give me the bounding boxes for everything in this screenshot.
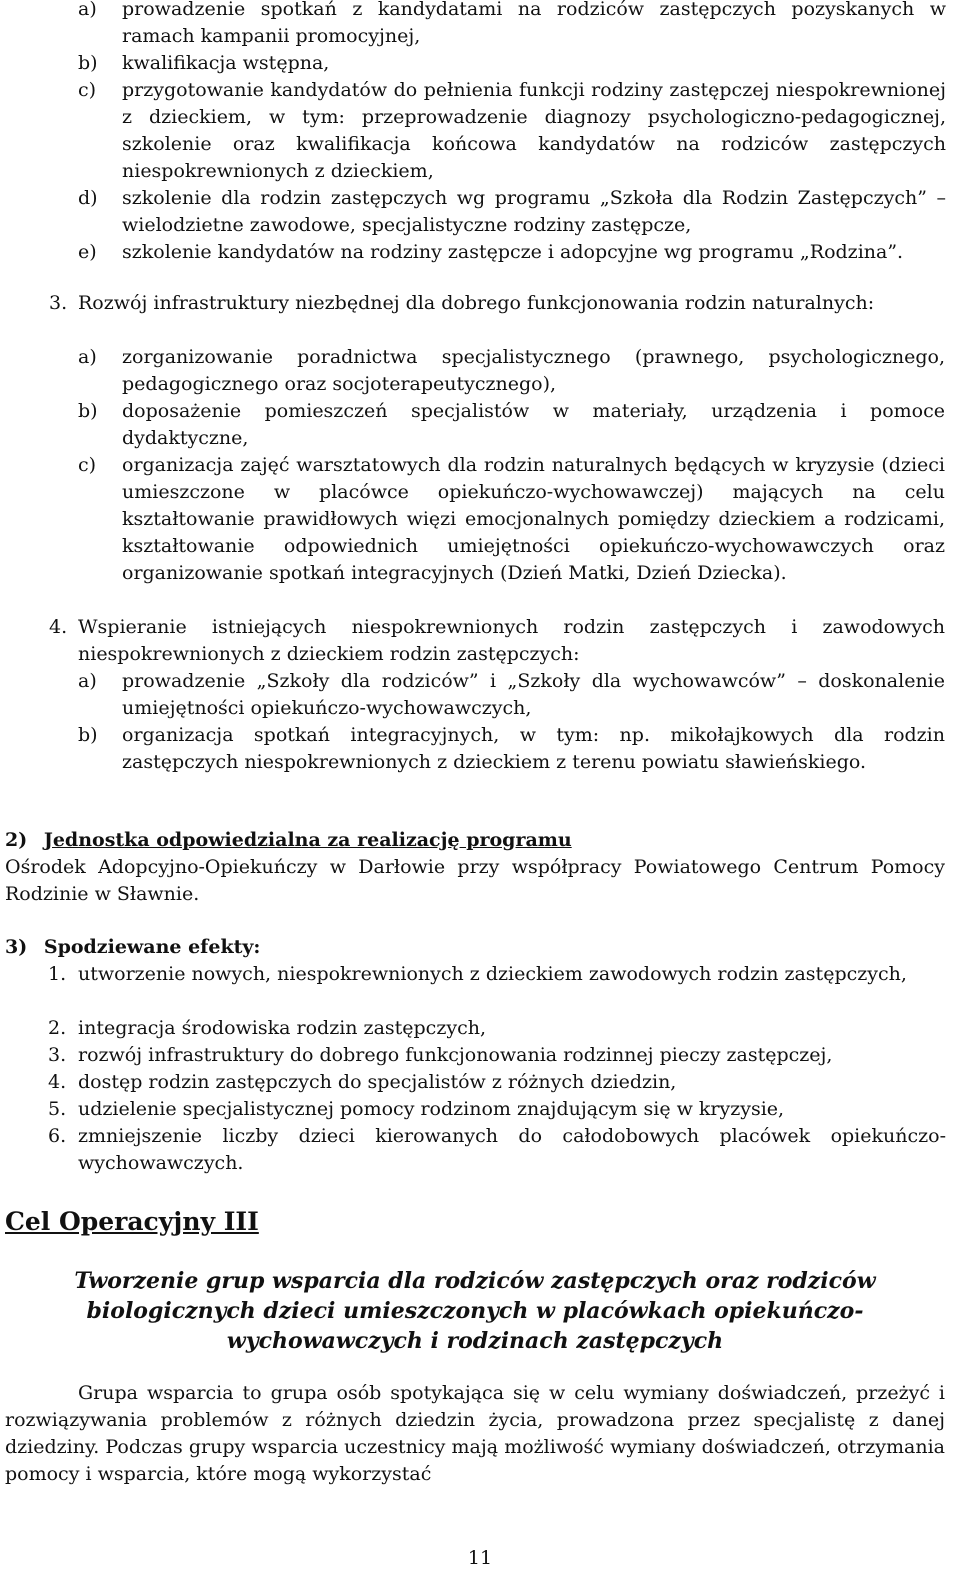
list-marker: 1. xyxy=(48,963,67,985)
list-item-text: utworzenie nowych, niespokrewnionych z dzieckiem zawodowych rodzin zastępczych, xyxy=(78,963,907,985)
list-item-text: doposażenie pomieszczeń specjalistów w materiały, urządzenia i pomoce dydaktyczne, xyxy=(122,400,945,449)
list-marker: 5. xyxy=(48,1098,67,1120)
page-number: 11 xyxy=(467,1547,493,1569)
section-heading-text: Jednostka odpowiedzialna za realizację programu xyxy=(43,829,572,851)
list-item xyxy=(78,668,945,722)
list-marker: b) xyxy=(78,724,98,746)
list-item xyxy=(78,344,945,398)
item-text: Wspieranie istniejących niespokrewnionych rodzin zastępczych i zawodowych niespokrewnionych z dzieckiem rodzin zastępczych: xyxy=(78,616,945,665)
item-number: 3. xyxy=(49,292,68,314)
list-marker: c) xyxy=(78,454,97,476)
list-marker: 3. xyxy=(48,1044,67,1066)
list-item xyxy=(48,961,946,1015)
list-item-text: szkolenie dla rodzin zastępczych wg programu „Szkoła dla Rodzin Zastępczych” – wielodzietne zawodowe, specjalistyczne rodziny zastępcze, xyxy=(122,187,946,236)
operational-goal-title: Tworzenie grup wsparcia dla rodziców zastępczych oraz rodziców biologicznych dzieci umieszczonych w placówkach opiekuńczo-wychowawczych i rodzinach zastępczych xyxy=(74,1268,876,1354)
list-marker: a) xyxy=(78,346,97,368)
list-item xyxy=(78,77,946,185)
list-item xyxy=(78,398,945,452)
list-marker: b) xyxy=(78,400,98,422)
list-item-text: organizacja spotkań integracyjnych, w tym: np. mikołajkowych dla rodzin zastępczych niespokrewnionych z dzieckiem z terenu powiatu sławieńskiego. xyxy=(122,724,945,773)
list-item xyxy=(78,50,946,77)
list-item-text: szkolenie kandydatów na rodziny zastępcze i adopcyjne wg programu „Rodzina”. xyxy=(122,241,904,263)
item-text: Rozwój infrastruktury niezbędnej dla dobrego funkcjonowania rodzin naturalnych: xyxy=(78,292,875,314)
section-heading-text: Spodziewane efekty: xyxy=(43,936,261,958)
section-number: 2) xyxy=(5,829,28,851)
list-item-text: rozwój infrastruktury do dobrego funkcjonowania rodzinnej pieczy zastępczej, xyxy=(78,1044,833,1066)
numbered-item-heading xyxy=(5,290,945,344)
numbered-item-heading xyxy=(5,614,945,668)
list-marker: c) xyxy=(78,79,97,101)
activities-list xyxy=(78,0,946,293)
list-item-text: kwalifikacja wstępna, xyxy=(122,52,330,74)
list-item xyxy=(78,239,946,293)
list-marker: a) xyxy=(78,670,97,692)
list-item-text: organizacja zajęć warsztatowych dla rodzin naturalnych będących w kryzysie (dzieci umieszczone w placówce opiekuńczo-wychowawczej) mających na celu kształtowanie prawidłowych więzi emocjonalnych pomiędzy dzieckiem a rodzicami, kształtowanie odpowiednich umiejętności opiekuńczo-wychowawczych oraz organizowanie spotkań integracyjnych (Dzień Matki, Dzień Dziecka). xyxy=(122,454,945,584)
list-item-text: prowadzenie „Szkoły dla rodziców” i „Szkoły dla wychowawców” – doskonalenie umiejętności opiekuńczo-wychowawczych, xyxy=(122,670,945,719)
list-item-text: zmniejszenie liczby dzieci kierowanych do całodobowych placówek opiekuńczo-wychowawczych. xyxy=(78,1125,946,1174)
list-item xyxy=(78,452,945,614)
list-marker: 4. xyxy=(48,1071,67,1093)
list-item xyxy=(78,0,946,50)
list-item xyxy=(48,1042,946,1069)
list-item-text: udzielenie specjalistycznej pomocy rodzinom znajdującym się w kryzysie, xyxy=(78,1098,785,1120)
list-item-text: przygotowanie kandydatów do pełnienia funkcji rodziny zastępczej niespokrewnionej z dzieckiem, w tym: przeprowadzenie diagnozy psychologiczno-pedagogicznej, szkolenie oraz kwalifikacja końcowa kandydatów na rodziców zastępczych niespokrewnionych z dzieckiem, xyxy=(122,79,946,182)
list-item-text: zorganizowanie poradnictwa specjalistycznego (prawnego, psychologicznego, pedagogicznego oraz socjoterapeutycznego), xyxy=(122,346,945,395)
section-body-responsible-unit: Ośrodek Adopcyjno-Opiekuńczy w Darłowie przy współpracy Powiatowego Centrum Pomocy Rodzinie w Sławnie. xyxy=(5,856,945,905)
section-heading-expected-effects xyxy=(5,934,945,961)
numbered-item-3 xyxy=(5,290,945,614)
list-item xyxy=(78,722,945,803)
item-number: 4. xyxy=(49,616,68,638)
list-marker: 6. xyxy=(48,1125,67,1147)
operational-goal-heading: Cel Operacyjny III xyxy=(5,1207,259,1236)
list-item xyxy=(48,1069,946,1096)
numbered-item-4 xyxy=(5,614,945,803)
list-item xyxy=(48,1096,946,1123)
list-item-text: dostęp rodzin zastępczych do specjalistów z różnych dziedzin, xyxy=(78,1071,677,1093)
list-item-text: prowadzenie spotkań z kandydatami na rodziców zastępczych pozyskanych w ramach kampanii promocyjnej, xyxy=(122,0,946,47)
list-marker: b) xyxy=(78,52,98,74)
list-item xyxy=(48,1015,946,1042)
list-marker: 2. xyxy=(48,1017,67,1039)
list-marker: d) xyxy=(78,187,98,209)
list-item xyxy=(78,185,946,239)
expected-effects-list xyxy=(48,961,946,1177)
list-item xyxy=(48,1123,946,1177)
list-marker: a) xyxy=(78,0,97,20)
list-item-text: integracja środowiska rodzin zastępczych, xyxy=(78,1017,486,1039)
section-number: 3) xyxy=(5,936,28,958)
operational-goal-paragraph: Grupa wsparcia to grupa osób spotykająca się w celu wymiany doświadczeń, przeżyć i rozwiązywania problemów z różnych dziedzin życia, prowadzona przez specjalistę z danej dziedziny. Podczas grupy wsparcia uczestnicy mają możliwość wymiany doświadczeń, otrzymania pomocy i wsparcia, które mogą wykorzystać xyxy=(5,1382,945,1485)
section-heading-responsible-unit xyxy=(5,827,945,854)
list-marker: e) xyxy=(78,241,97,263)
